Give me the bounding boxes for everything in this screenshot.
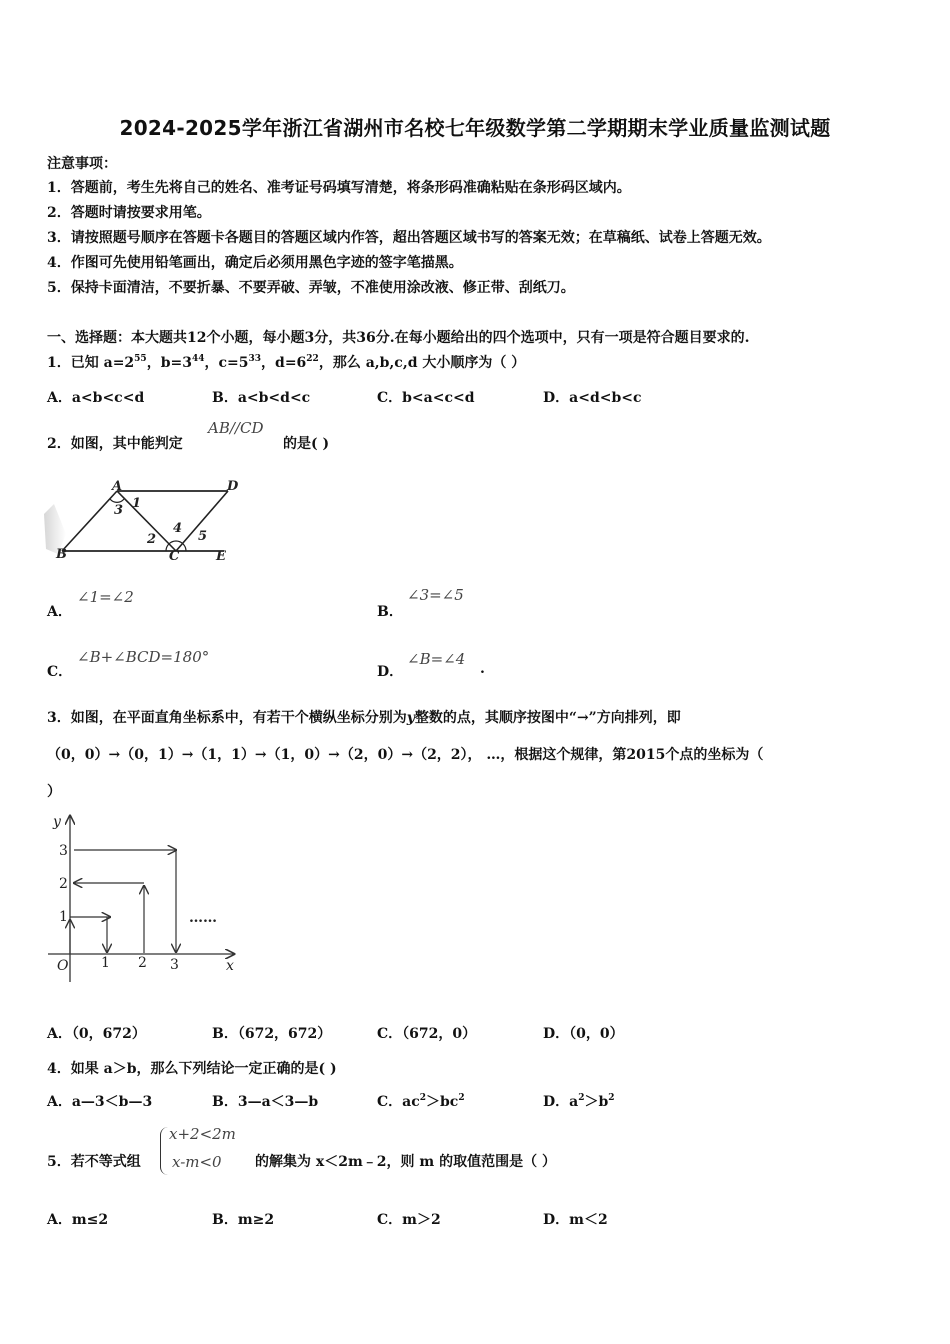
note-item: 3．请按照题号顺序在答题卡各题目的答题区域内作答，超出答题区域书写的答案无效；在草稿纸、试卷上答题无效。 <box>47 230 771 246</box>
inequality-1: x+2<2m <box>169 1125 236 1143</box>
question-2-tail: 的是( ) <box>283 436 330 452</box>
option-a-formula: ∠1=∠2 <box>77 588 134 606</box>
label-point: A <box>112 479 123 494</box>
label-angle: 4 <box>173 521 183 536</box>
question-1: 1．已知 $a=2^{55}$，$b=3^{44}$，$c=5^{33}$，$d=6^{22}$，那么 a,b,c,d 大小顺序为（ ） <box>47 354 526 371</box>
question-3-sequence: （0，0）→（0，1）→（1，1）→（1，0）→（2，0）→（2，2）， …，根据这个规律，第2015个点的坐标为（ <box>47 747 764 763</box>
notes-heading: 注意事项： <box>47 156 117 172</box>
option-b: B．a<b<d<c <box>212 390 311 406</box>
inequality-2: x-m<0 <box>172 1153 222 1171</box>
option-a: A．m≤2 <box>47 1212 109 1228</box>
option-c: C．$ac^2>bc^2$ <box>377 1093 465 1110</box>
option-d: D．a<d<b<c <box>543 390 642 406</box>
tick-label: 3 <box>170 957 179 973</box>
label-point: B <box>56 547 67 562</box>
option-b-formula: ∠3=∠5 <box>407 586 464 604</box>
option-b: B．m≥2 <box>212 1212 275 1228</box>
coordinate-figure <box>44 810 244 990</box>
question-5: 5．若不等式组 <box>47 1154 141 1170</box>
option-d: D． <box>377 664 404 680</box>
note-item: 1．答题前，考生先将自己的姓名、准考证号码填写清楚，将条形码准确粘贴在条形码区域内。 <box>47 180 631 196</box>
tick-label: 1 <box>101 955 110 971</box>
tick-label: 2 <box>59 876 68 892</box>
formula-ab-cd: AB//CD <box>208 419 264 437</box>
option-a: A．a<b<c<d <box>47 390 145 406</box>
note-item: 5．保持卡面清洁，不要折暴、不要弄破、弄皱，不准使用涂改液、修正带、刮纸刀。 <box>47 280 575 296</box>
option-d: D．$a^2>b^2$ <box>543 1093 615 1110</box>
option-c: C．（672，0） <box>377 1026 477 1042</box>
line-ab <box>62 491 117 551</box>
tick-label: 1 <box>59 909 68 925</box>
note-item: 4．作图可先使用铅笔画出，确定后必须用黑色字迹的签字笔描黑。 <box>47 255 463 271</box>
label-angle: 1 <box>132 496 142 511</box>
question-4: 4．如果 a＞b，那么下列结论一定正确的是( ) <box>47 1061 337 1077</box>
axis-label: y <box>53 814 61 830</box>
section-heading: 一、选择题：本大题共12个小题，每小题3分，共36分.在每小题给出的四个选项中，只有一项是符合题目要求的. <box>47 330 750 346</box>
option-d: D．（0，0） <box>543 1026 624 1042</box>
question-2: 2．如图，其中能判定 <box>47 436 183 452</box>
axis-label: x <box>226 958 234 974</box>
label-point: C <box>169 549 180 564</box>
option-a: A．a—3＜b—3 <box>47 1094 153 1110</box>
label-angle: 5 <box>198 529 208 544</box>
option-b: B． <box>377 604 403 620</box>
option-d-period: . <box>480 661 485 677</box>
option-b: B．3—a＜3—b <box>212 1094 319 1110</box>
system-brace <box>160 1127 168 1175</box>
label-point: E <box>216 549 226 564</box>
parallel-lines-figure <box>44 474 244 564</box>
page-title: 2024-2025学年浙江省湖州市名校七年级数学第二学期期末学业质量监测试题 <box>119 116 831 140</box>
label-point: D <box>227 479 239 494</box>
tick-label: 2 <box>138 955 147 971</box>
option-c: C．b<a<c<d <box>377 390 475 406</box>
angle-arc-a <box>110 499 124 502</box>
option-a: A．（0，672） <box>47 1026 146 1042</box>
option-b: B．（672，672） <box>212 1026 332 1042</box>
question-5-tail: 的解集为 x＜2m﹣2，则 m 的取值范围是（ ） <box>255 1154 556 1170</box>
option-c: C． <box>47 664 73 680</box>
tick-label: 3 <box>59 843 68 859</box>
option-d: D．m＜2 <box>543 1212 608 1228</box>
origin-label: O <box>57 958 69 974</box>
option-d-formula: ∠B=∠4 <box>407 650 466 668</box>
option-c: C．m＞2 <box>377 1212 441 1228</box>
label-angle: 2 <box>147 532 157 547</box>
question-3-close: ） <box>47 784 61 800</box>
ellipsis: …… <box>189 910 217 926</box>
note-item: 2．答题时请按要求用笔。 <box>47 205 211 221</box>
option-c-formula: ∠B+∠BCD=180° <box>77 648 210 666</box>
label-angle: 3 <box>114 503 124 518</box>
question-3: 3．如图，在平面直角坐标系中，有若干个横纵坐标分别为y整数的点，其顺序按图中“→”方向排列，即 <box>47 710 681 726</box>
option-a: A． <box>47 604 72 620</box>
